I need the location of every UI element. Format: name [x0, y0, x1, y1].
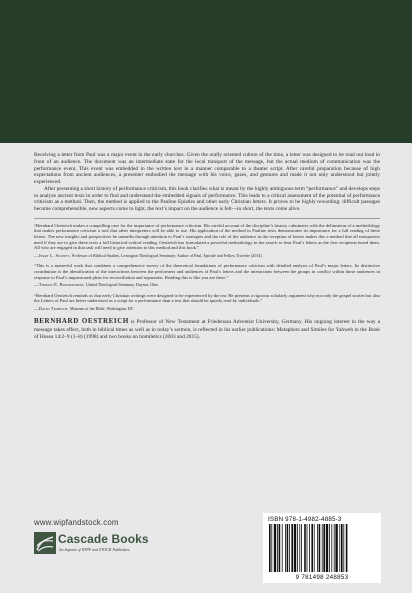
- endorsement-attribution: [34, 306, 380, 312]
- barcode-bar: [274, 524, 276, 572]
- endorsement-attribution: [34, 253, 380, 259]
- publisher-name: Cascade Books: [58, 532, 149, 546]
- endorser-name: —Thomas E. Boomershine,: [34, 282, 85, 288]
- barcode-bar: [282, 524, 283, 572]
- barcode-bar: [279, 524, 281, 572]
- barcode-bar: [319, 524, 321, 572]
- barcode-number: 9 781498 248853: [295, 574, 349, 581]
- barcode-bar: [341, 524, 343, 572]
- book-description: [34, 152, 380, 213]
- barcode-bar: [304, 524, 306, 572]
- barcode-bar: [311, 524, 313, 572]
- publisher-tagline: An Imprint of WIPF and STOCK Publishers: [59, 547, 130, 552]
- barcode-bar: [291, 524, 293, 572]
- section-divider: [34, 218, 380, 219]
- barcode-bar: [326, 524, 328, 572]
- barcode-bar: [334, 524, 335, 572]
- barcode-bar: [301, 524, 302, 572]
- publisher-logo-block: [34, 532, 164, 558]
- barcode-bar: [317, 524, 318, 572]
- barcode-bar: [346, 524, 348, 572]
- isbn-label: ISBN 978-1-4982-4885-3: [268, 516, 342, 523]
- barcode-icon: [267, 524, 377, 572]
- endorser-affiliation: Professor of Biblical Studies, Lexington Theological Seminary; Author of Paul, Apostle and Fellow Traveler (2014): [72, 252, 262, 258]
- barcode-bar: [323, 524, 325, 572]
- barcode-bar: [299, 524, 300, 572]
- author-bio-text: is Professor of New Testament at Friedensau Adventist University, Germany. His ongoing interest in the way a message takes effect, both in biblical times as well as in today’s sermon, is reflected in his earlier publications: Metaphors and Similes for Yahweh in the Book of Hosea 14:2–9 (1–8) (1998) and two books on homiletics (2003 and 2015).: [34, 319, 380, 340]
- barcode-bar: [277, 524, 278, 572]
- barcode-bar: [329, 524, 330, 572]
- barcode-bar: [335, 524, 337, 572]
- publisher-website[interactable]: www.wipfandstock.com: [34, 518, 119, 527]
- barcode-bar: [287, 524, 289, 572]
- endorsements: [34, 223, 380, 312]
- cover-top-band: [0, 0, 412, 143]
- endorsement-text: “Bernhard Oestreich makes a compelling case for the importance of performance criticism. His careful account of the discipline’s history culminates with the delineation of a methodology that makes performance criticism a tool that other interpreters will be able to use. His application of the method to Pauline texts demonstrates its importance for a full reading of these letters. The new insights and perspectives he unearths through attention to Paul’s strategies and the role of the audience in the reception of letters makes this a method that all interpreters need if they are to give these texts a full historical-critical reading. Oestreich has formulated a powerful methodology in the search to hear Paul’s letters as the first recipients heard them. All who are engaged in that task will need to give attention to this method and this book.”: [34, 222, 380, 251]
- barcode-bar: [307, 524, 308, 572]
- isbn-barcode: [263, 513, 381, 583]
- back-cover-text: [34, 152, 380, 341]
- barcode-bar: [322, 524, 323, 572]
- endorsement-sumney: [34, 223, 380, 259]
- endorsement-text: “This is a masterful work that combines a comprehensive survey of the theoretical foundations of performance criticism with detailed analysis of Paul’s major letters. Its distinctive contribution is the identification of the interactions between the performers and audiences of Paul’s letters and the interactions between the groups in conflict within those audiences in response to Paul’s impassioned pleas for reconciliation and separation. Reading this is like you are there.”: [34, 263, 380, 280]
- description-paragraph-2: After presenting a short history of performance criticism, this book clarifies what is meant by the highly ambiguous term “performance” and develops steps to analyze ancient texts in order to find and understand the embedded signals of performance. This leads to a critical assessment of the potential of performance criticism as a method. Then, the method is applied to the Pauline Epistles and other early Christian letters. It proves to be highly rewarding: difficult passages become comprehensible, new aspects come to light, the text’s impact on the audience is felt—in short, the texts come alive.: [34, 185, 380, 212]
- endorser-affiliation: United Theological Seminary, Dayton, Ohio: [85, 282, 159, 288]
- endorsement-attribution: [34, 282, 380, 288]
- barcode-bar: [309, 524, 310, 572]
- cascade-logo-icon: [34, 532, 56, 554]
- barcode-bar: [294, 524, 296, 572]
- endorsement-boomershine: [34, 263, 380, 287]
- author-bio: [34, 318, 380, 341]
- description-paragraph-1: Receiving a letter from Paul was a major event in the early churches. Given the orally oriented culture of the time, a letter was designed to be read out loud in front of an audience. The document was an intermediate state for the local transport of the message, but the actual medium of communication was the performance event. This event was embedded in the written text in a manner comparable to a theater script. After careful preparation because of high expectations from ancient audiences, a presenter embodied the message with his voice, gazes, and gestures and made it not only understood but jointly experienced.: [34, 152, 380, 185]
- barcode-bar: [331, 524, 332, 572]
- endorser-affiliation: Museum of the Bible, Washington, DC: [69, 305, 134, 311]
- barcode-bar: [269, 524, 271, 572]
- barcode-bar: [285, 524, 286, 572]
- author-name: BERNHARD OESTREICH: [34, 317, 129, 326]
- barcode-bar: [297, 524, 298, 572]
- endorsement-text: “Bernhard Oestreich reminds us that early Christian writings were designed to be experienced by the ear. He presents a rigorous scholarly argument why not only the gospel stories but also the Letters of Paul are better understood as a script for a performance than a text that should be quietly read by individuals.”: [34, 292, 380, 304]
- barcode-bar: [339, 524, 340, 572]
- endorser-name: —David Trobisch,: [34, 305, 69, 311]
- endorser-name: —Jerry L. Sumney,: [34, 252, 71, 258]
- barcode-bar: [289, 524, 290, 572]
- barcode-bar: [343, 524, 344, 572]
- barcode-bar: [271, 524, 272, 572]
- endorsement-trobisch: [34, 293, 380, 312]
- barcode-bar: [314, 524, 315, 572]
